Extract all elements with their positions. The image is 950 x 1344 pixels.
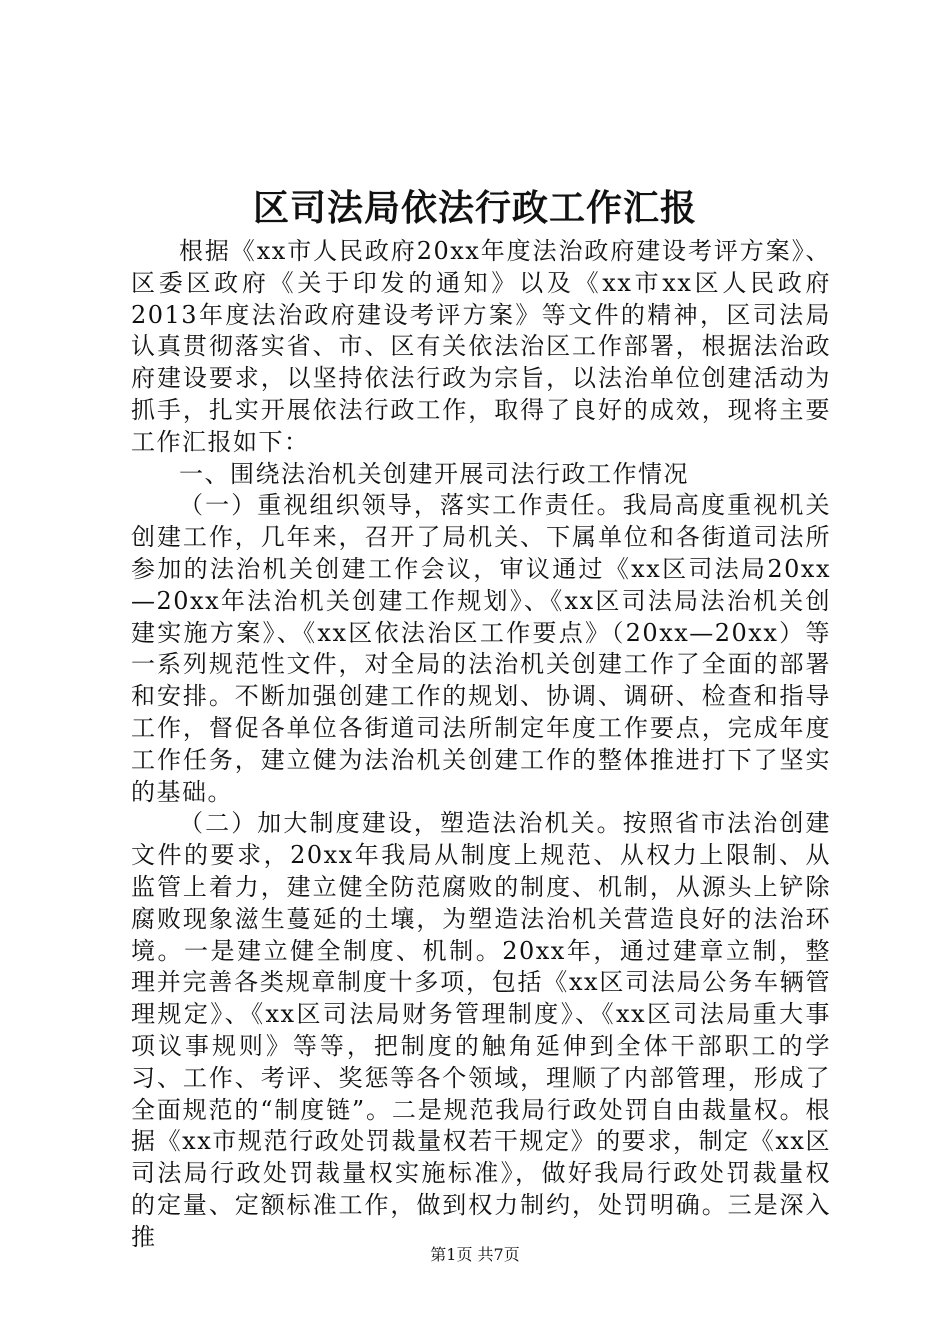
paragraph-1: （一）重视组织领导，落实工作责任。我局高度重视机关创建工作，几年来，召开了局机关、下属单位和各街道司法所参加的法治机关创建工作会议，审议通过《xx区司法局20xx—20xx年法治机关创建工作规划》、《xx区司法局法治机关创建实施方案》、《xx区依法治区工作要点》（20xx—20xx）等一系列规范性文件，对全局的法治机关创建工作了全面的部署和安排。不断加强创建工作的规划、协调、调研、检查和指导工作，督促各单位各街道司法所制定年度工作要点，完成年度工作任务，建立健为法治机关创建工作的整体推进打下了坚实的基础。 xyxy=(131,491,831,806)
paragraph-intro: 根据《xx市人民政府20xx年度法治政府建设考评方案》、区委区政府《关于印发的通知》以及《xx市xx区人民政府2013年度法治政府建设考评方案》等文件的精神，区司法局认真贯彻落实省、市、区有关依法治区工作部署，根据法治政府建设要求，以坚持依法行政为宗旨，以法治单位创建活动为抓手，扎实开展依法行政工作，取得了良好的成效，现将主要工作汇报如下： xyxy=(131,237,831,456)
paragraph-2: （二）加大制度建设，塑造法治机关。按照省市法治创建文件的要求，20xx年我局从制度上规范、从权力上限制、从监管上着力，建立健全防范腐败的制度、机制，从源头上铲除腐败现象滋生蔓延的土壤，为塑造法治机关营造良好的法治环境。一是建立健全制度、机制。20xx年，通过建章立制，整理并完善各类规章制度十多项，包括《xx区司法局公务车辆管理规定》、《xx区司法局财务管理制度》、《xx区司法局重大事项议事规则》等等，把制度的触角延伸到全体干部职工的学习、工作、考评、奖惩等各个领域，理顺了内部管理，形成了全面规范的“制度链”。二是规范我局行政处罚自由裁量权。根据《xx市规范行政处罚裁量权若干规定》的要求，制定《xx区司法局行政处罚裁量权实施标准》，做好我局行政处罚裁量权的定量、定额标准工作，做到权力制约，处罚明确。三是深入推 xyxy=(131,809,831,1251)
document-body xyxy=(131,236,831,1254)
document-title: 区司法局依法行政工作汇报 xyxy=(252,187,697,229)
page-footer: 第1页 共7页 xyxy=(430,1245,520,1264)
section-heading-1: 一、围绕法治机关创建开展司法行政工作情况 xyxy=(179,459,689,488)
